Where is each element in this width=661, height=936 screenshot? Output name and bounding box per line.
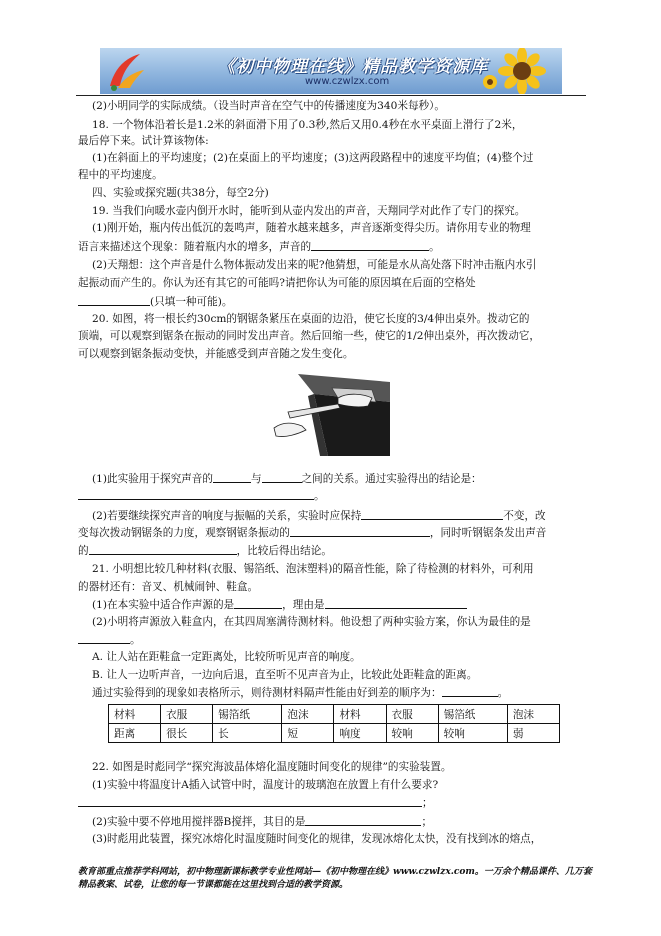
text-segment: 。 [497, 687, 509, 699]
table-cell: 泡沫 [282, 705, 334, 724]
table-cell: 弱 [507, 724, 559, 743]
text-line [92, 685, 508, 700]
text-segment: 与 [250, 473, 262, 485]
header-banner [100, 48, 562, 94]
text-segment: ； [422, 797, 433, 809]
text-segment: 的 [78, 545, 89, 557]
text-line: 最后停下来。试计算该物体: [78, 135, 209, 147]
text-line: B. 让人一边听声音，一边向后退，直至听不见声音为止，比较此处距鞋盒的距离。 [92, 669, 478, 681]
answer-blank[interactable] [305, 814, 421, 826]
text-segment: 通过实验得到的现象如表格所示，则待测材料隔声性能由好到差的顺序为： [92, 687, 442, 699]
text-segment: (只填一种可能)。 [150, 296, 233, 308]
text-segment: ，比较后得出结论。 [236, 545, 332, 557]
answer-blank[interactable] [213, 471, 251, 483]
table-cell: 短 [282, 724, 334, 743]
text-line [78, 294, 232, 309]
text-line: 19. 当我们向暖水壶内倒开水时，能听到从壶内发出的声音，天翔同学对此作了专门的探究。 [92, 205, 526, 217]
answer-blank[interactable] [234, 597, 282, 609]
text-line: 起振动而产生的。你认为还有其它的可能吗?请把你认为可能的原因填在后面的空格处 [78, 277, 476, 289]
text-line [78, 488, 325, 503]
section-heading: 四、实验或探究题(共38分，每空2分) [92, 187, 269, 199]
text-line: A. 让人站在距鞋盒一定距离处，比较所听见声音的响度。 [92, 651, 361, 663]
table-cell: 衣服 [386, 705, 438, 724]
answer-blank[interactable] [442, 685, 498, 697]
site-title: 《初中物理在线》精品教学资源库 [218, 57, 488, 77]
table-cell: 锡箔纸 [213, 705, 282, 724]
text-line: 20. 如图，将一根长约30cm的钢锯条紧压在桌面的边沿，使它长度的3/4伸出桌外。拨动它的 [92, 313, 530, 325]
answer-blank[interactable] [361, 508, 503, 520]
answer-blank[interactable] [262, 471, 302, 483]
table-row [109, 724, 560, 743]
text-segment: 语言来描述这个现象：随着瓶内水的增多，声音的 [78, 241, 312, 253]
answer-blank[interactable] [325, 597, 467, 609]
answer-blank[interactable] [78, 294, 150, 306]
text-segment: 。 [130, 634, 141, 646]
text-line [92, 597, 467, 612]
text-segment: (2)若要继续探究声音的响度与振幅的关系，实验时应保持 [92, 510, 362, 522]
page-footer: 教育部重点推荐学科网站，初中物理新课标教学专业性网站—《初中物理在线》www.czwlzx.com。一万余个精品课件、几万套精品教案、试卷，让您的每一节课都能在这里找到合适的教学资源。 [78, 867, 592, 890]
header-rule [76, 95, 586, 96]
text-line [78, 525, 546, 540]
text-segment: ； [421, 816, 433, 828]
text-segment: 之间的关系。通过实验得出的结论是： [301, 473, 482, 485]
answer-blank[interactable] [78, 488, 314, 500]
answer-blank[interactable] [89, 543, 237, 555]
table-cell: 响度 [334, 724, 386, 743]
text-line: 顶端，可以观察到锯条在振动的同时发出声音。然后回缩一些，使它的1/2伸出桌外，再次拨动它， [78, 330, 540, 342]
text-line: (1)刚开始，瓶内传出低沉的轰鸣声，随着水越来越多，声音逐渐变得尖历。请你用专业的物理 [92, 222, 531, 234]
text-line [78, 543, 332, 558]
text-segment: ，同时听钢锯条发出声音 [429, 527, 547, 539]
text-line: 22. 如图是时彪同学“探究海波晶体熔化温度随时间变化的规律”的实验装置。 [92, 761, 452, 773]
text-segment: ，理由是 [282, 599, 325, 611]
text-line: (3)时彪用此装置，探究冰熔化时温度随时间变化的规律，发现冰熔化太快，没有找到冰的熔点， [92, 833, 542, 845]
text-segment: 变每次拨动钢锯条的力度，观察钢锯条振动的 [78, 527, 290, 539]
text-line: 18. 一个物体沿着长是1.2米的斜面滑下用了0.3秒,然后又用0.4秒在水平桌面上滑行了2米， [92, 119, 523, 131]
text-line [92, 508, 546, 523]
table-cell: 泡沫 [507, 705, 559, 724]
text-line: (2)天翔想：这个声音是什么物体振动发出来的呢?他猜想，可能是水从高处落下时冲击瓶内水引 [92, 259, 537, 271]
site-url[interactable]: www.czwlzx.com [305, 76, 390, 87]
text-segment: 。 [314, 490, 325, 502]
text-segment: (2)实验中要不停地用搅拌器B搅拌，其目的是 [92, 816, 306, 828]
table-cell: 距离 [109, 724, 161, 743]
text-segment: (1)在本实验中适合作声源的是 [92, 599, 235, 611]
text-line: 语言来描述这个现象：随着瓶内水的增多，声音的 。 [78, 241, 440, 253]
table-row [109, 705, 560, 724]
table-cell: 锡箔纸 [438, 705, 507, 724]
text-line [78, 632, 141, 647]
text-line: (2)小明同学的实际成绩。（设当时声音在空气中的传播速度为340米每秒）。 [92, 100, 446, 112]
text-line: 程中的平均速度。 [78, 169, 163, 181]
table-cell: 很长 [161, 724, 213, 743]
text-segment: 不变，改 [503, 510, 546, 522]
answer-blank[interactable] [78, 632, 130, 644]
text-line [92, 814, 432, 829]
text-line: (1)实验中将温度计A插入试管中时，温度计的玻璃泡在放置上有什么要求? [92, 779, 439, 791]
answer-blank[interactable] [290, 525, 430, 537]
text-line: (2)小明将声源放入鞋盒内，在其四周塞满待测材料。他设想了两种实验方案，你认为最佳的是 [92, 616, 531, 628]
text-line [78, 795, 433, 810]
answer-blank[interactable] [311, 239, 429, 251]
results-table [108, 704, 560, 743]
table-cell: 材料 [334, 705, 386, 724]
text-segment: (1)此实验用于探究声音的 [92, 473, 213, 485]
sunflower-icon [480, 48, 560, 94]
text-line: 21. 小明想比较几种材料(衣服、锡箔纸、泡沫塑料)的隔音性能，除了待检测的材料外，可利用 [92, 563, 534, 575]
text-line: (1)在斜面上的平均速度；(2)在桌面上的平均速度；(3)这两段路程中的速度平均值；(4)整个过 [92, 152, 534, 164]
table-cell: 较响 [386, 724, 438, 743]
site-logo-icon [104, 50, 148, 92]
table-cell: 材料 [109, 705, 161, 724]
table-cell: 衣服 [161, 705, 213, 724]
saw-blade-figure [268, 368, 390, 456]
answer-blank[interactable] [78, 795, 422, 807]
table-cell: 较响 [438, 724, 507, 743]
text-line: 的器材还有：音叉、机械闹钟、鞋盒。 [78, 581, 259, 593]
text-line: 可以观察到锯条振动变快，并能感受到声音随之发生变化。 [78, 348, 354, 360]
table-cell: 长 [213, 724, 282, 743]
text-line [92, 471, 482, 486]
